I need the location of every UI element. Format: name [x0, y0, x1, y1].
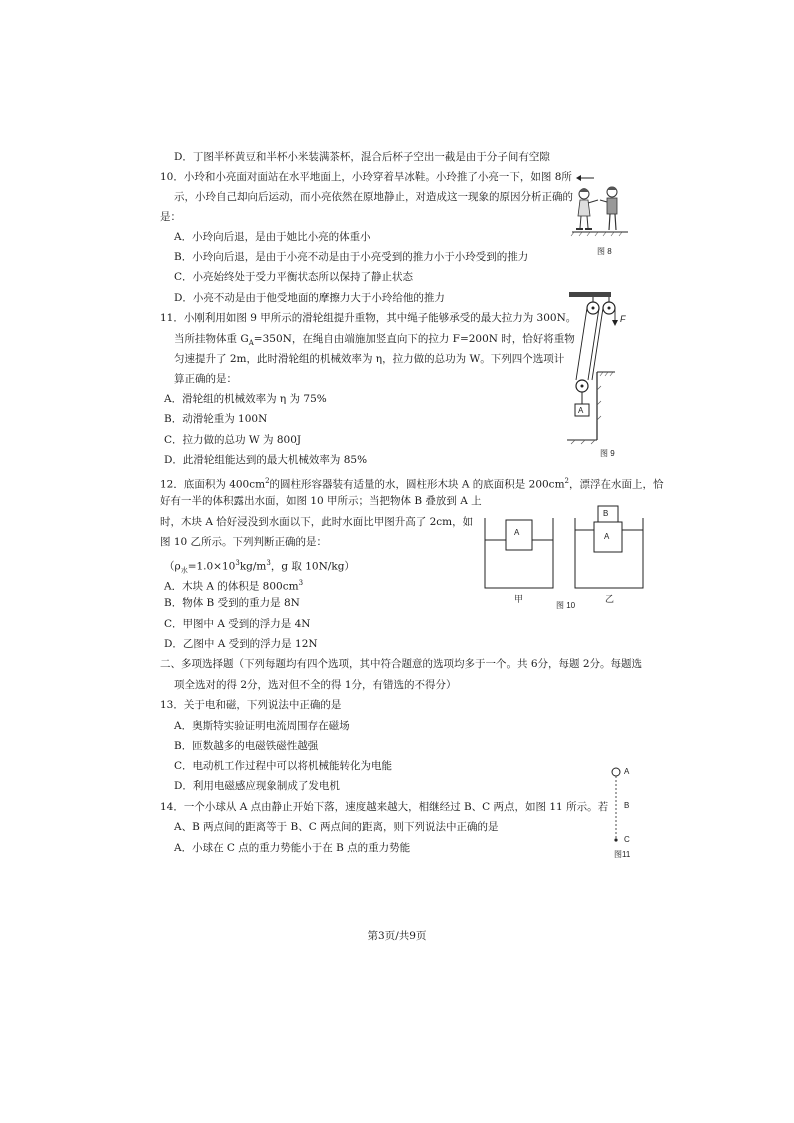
q11-stem-line2-a: 当所挂物体重 G	[174, 333, 249, 345]
figure-10-caption: 图 10	[556, 601, 576, 610]
q12-stem-line1-c: ，漂浮在水面上，恰	[569, 478, 664, 491]
section2-heading-line2: 项全选对的得 2分，选对但不全的得 1分，有错选的不得分）	[174, 679, 457, 691]
q12-stem-line2: 好有一半的体积露出水面，如图 10 甲所示；当把物体 B 叠放到 A 上	[160, 495, 482, 507]
q13-option-a: A．奥斯特实验证明电流周围存在磁场	[174, 720, 350, 732]
figure-10-block-b: B	[603, 509, 609, 518]
q10-option-a: A．小玲向后退，是由于她比小亮的体重小	[174, 231, 371, 243]
q10-stem-line3: 是：	[160, 211, 181, 223]
q11-option-a: A．滑轮组的机械效率为 η 为 75%	[164, 393, 327, 405]
q14-stem-line2: A、B 两点间的距离等于 B、C 两点间的距离，则下列说法中正确的是	[174, 821, 499, 833]
q12-option-d: D．乙图中 A 受到的浮力是 12N	[164, 638, 318, 650]
q12-given-c: kg/m	[239, 560, 267, 573]
q12-sup-1: 2	[265, 477, 270, 485]
q12-option-c: C．甲图中 A 受到的浮力是 4N	[164, 618, 311, 630]
q10-option-d: D．小亮不动是由于他受地面的摩擦力大于小玲给他的推力	[174, 292, 445, 304]
q12-given-sub: 水	[180, 566, 188, 575]
q12-sup-2: 2	[564, 477, 569, 485]
q13-stem: 13．关于电和磁，下列说法中正确的是	[160, 699, 342, 711]
figure-10-block-a-yi: A	[604, 532, 610, 541]
q12-stem-line1-a: 12．底面积为 400cm	[160, 478, 266, 491]
q11-stem-line3: 匀速提升了 2m，此时滑轮组的机械效率为 η，拉力做的总功为 W。下列四个选项计	[174, 353, 565, 365]
figure-11-point-a: A	[624, 767, 630, 776]
q12-given-d: ，g 取 10N/kg）	[270, 560, 355, 573]
q12-given	[164, 556, 355, 578]
figure-10-label-jia: 甲	[514, 594, 524, 604]
q12-given-b: =1.0×10	[187, 560, 236, 573]
figure-9-force-label: F	[620, 314, 626, 324]
q10-stem-line2: 示，小玲自己却向后运动，而小亮依然在原地静止，对造成这一现象的原因分析正确的	[174, 191, 573, 203]
figure-11-falling-ball	[608, 764, 638, 846]
q9-option-d: D．丁图半杯黄豆和半杯小米装满茶杯，混合后杯子空出一截是由于分子间有空隙	[174, 151, 550, 163]
q12-option-b: B．物体 B 受到的重力是 8N	[164, 597, 300, 609]
q11-sub-a: A	[248, 339, 254, 348]
q11-stem-line2	[174, 332, 575, 350]
q10-option-b: B．小玲向后退，是由于小亮不动是由于小亮受到的推力小于小玲受到的推力	[174, 251, 529, 263]
q12-stem-line1-b: 的圆柱形容器装有适量的水，圆柱形木块 A 的底面积是 200cm	[269, 478, 565, 491]
q13-option-b: B．匝数越多的电磁铁磁性越强	[174, 740, 319, 752]
q12-stem-line4: 图 10 乙所示。下列判断正确的是：	[160, 536, 328, 548]
q12-option-a-text: A．木块 A 的体积是 800cm	[164, 580, 299, 593]
figure-10-label-yi: 乙	[605, 594, 615, 604]
page-number-footer: 第3页/共9页	[367, 930, 427, 942]
figure-8-illustration	[570, 172, 630, 242]
q11-stem-line2-b: =350N，在绳自由端施加竖直向下的拉力 F=200N 时，恰好将重物	[253, 333, 575, 345]
figure-8-caption: 图 8	[597, 247, 612, 256]
q10-option-c: C．小亮始终处于受力平衡状态所以保持了静止状态	[174, 271, 414, 283]
figure-9-block-label: A	[578, 406, 584, 415]
figure-9-caption: 图 9	[600, 449, 615, 458]
q14-stem-line1: 14．一个小球从 A 点由静止开始下落，速度越来越大，相继经过 B、C 两点，如图 11 所示。若	[160, 801, 609, 813]
figure-11-point-b: B	[624, 801, 630, 810]
section2-heading-line1: 二、多项选择题（下列每题均有四个选项，其中符合题意的选项均多于一个。共 6分，每题 2分。每题选	[160, 658, 643, 670]
q12-stem-line3: 时，木块 A 恰好浸没到水面以下，此时水面比甲图升高了 2cm，如	[160, 516, 474, 528]
q12-stem-line1	[160, 474, 664, 492]
q13-option-c: C．电动机工作过程中可以将机械能转化为电能	[174, 760, 393, 772]
q11-option-c: C．拉力做的总功 W 为 800J	[164, 434, 302, 446]
q12-option-a	[164, 576, 303, 594]
figure-10-container-yi	[574, 506, 644, 590]
q11-stem-line4: 算正确的是：	[174, 373, 237, 385]
q11-option-b: B．动滑轮重为 100N	[164, 413, 268, 425]
q12-given-a: （ρ	[164, 560, 181, 573]
q12-option-a-sup: 3	[298, 579, 304, 587]
figure-11-point-c: C	[624, 835, 630, 844]
figure-10-block-a-jia: A	[514, 528, 520, 537]
q12-given-sup2: 3	[266, 559, 271, 567]
q10-stem-line1: 10．小玲和小亮面对面站在水平地面上，小玲穿着旱冰鞋。小玲推了小亮一下，如图 8所	[160, 171, 572, 183]
q14-option-a: A．小球在 C 点的重力势能小于在 B 点的重力势能	[174, 842, 411, 854]
figure-11-caption: 图11	[614, 850, 631, 859]
q11-stem-line1: 11．小刚利用如图 9 甲所示的滑轮组提升重物，其中绳子能够承受的最大拉力为 300N。	[160, 312, 577, 324]
q11-option-d: D．此滑轮组能达到的最大机械效率为 85%	[164, 454, 368, 466]
q12-given-sup: 3	[235, 559, 240, 567]
q13-option-d: D．利用电磁感应现象制成了发电机	[174, 780, 340, 792]
